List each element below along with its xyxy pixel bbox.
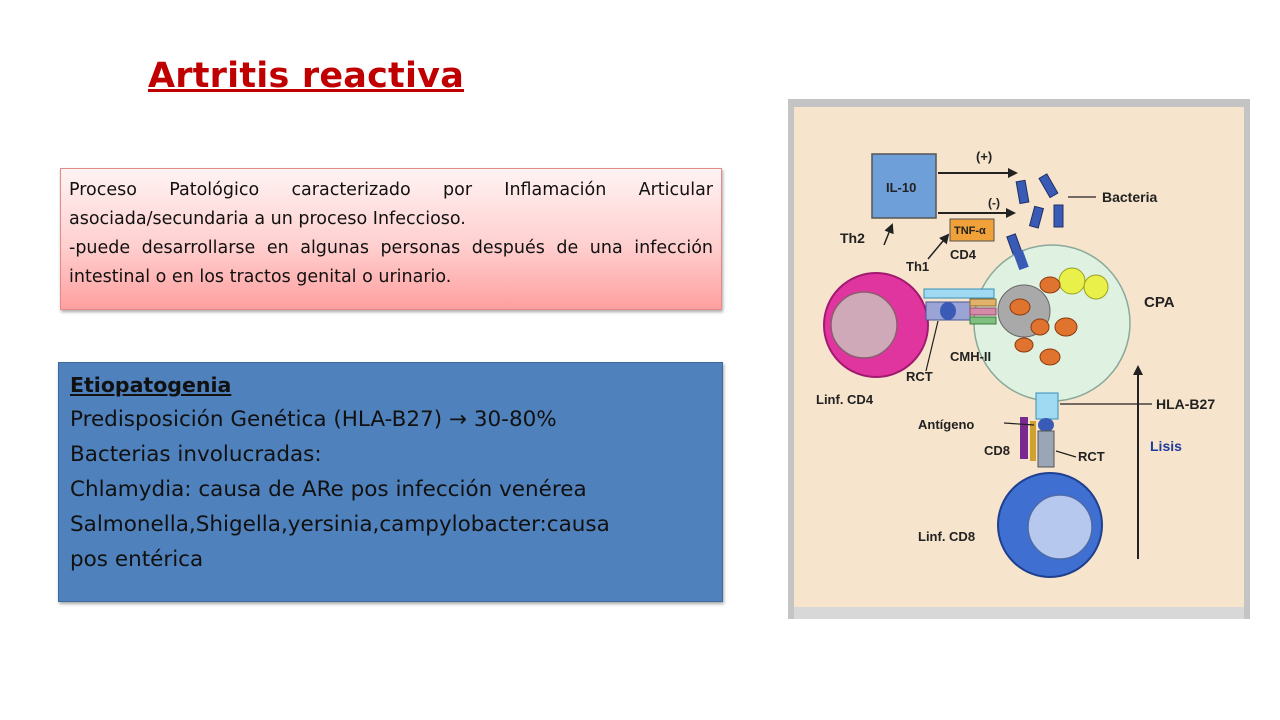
lisis-label: Lisis	[1150, 438, 1182, 454]
linf-cd4-label: Linf. CD4	[816, 392, 874, 407]
enteric-bacteria-line-cont: pos entérica	[70, 547, 204, 572]
diagram-caption-strip	[794, 607, 1244, 619]
hla-b27-label: HLA-B27	[1156, 396, 1216, 412]
cmh-ii-chain-c	[970, 317, 996, 324]
hla-b27-molecule	[1036, 393, 1058, 419]
phagosome	[1015, 338, 1033, 352]
rct-bottom-label: RCT	[1078, 449, 1105, 464]
phagosome	[1055, 318, 1077, 336]
cd8-coreceptor	[1020, 417, 1028, 459]
cmh-label: CMH-II	[950, 349, 992, 364]
cd8-label: CD8	[984, 443, 1011, 458]
cpa-label: CPA	[1144, 294, 1175, 311]
bacteria-involved-line: Bacterias involucradas:	[70, 442, 322, 467]
plus-label: (+)	[976, 149, 993, 164]
phagosome	[1010, 299, 1030, 315]
rct-top-label: RCT	[906, 369, 933, 384]
rct-cd8-receptor	[1038, 431, 1054, 467]
phagosome	[1040, 277, 1060, 293]
phagosome	[1040, 349, 1060, 365]
etiopathogenesis-heading: Etiopatogenia	[70, 373, 232, 397]
bacterium	[1054, 205, 1063, 227]
antigen-peptide	[940, 302, 956, 320]
minus-label: (-)	[988, 196, 1000, 210]
definition-box	[60, 168, 722, 310]
enteric-bacteria-line: Salmonella,Shigella,yersinia,campylobacter:causa	[70, 512, 610, 537]
cd4-nucleus	[831, 292, 897, 358]
etiopathogenesis-box	[58, 362, 723, 602]
phagosome	[1031, 319, 1049, 335]
cd4-receptor	[924, 289, 994, 298]
chlamydia-line: Chlamydia: causa de ARe pos infección venérea	[70, 477, 587, 502]
immune-mechanism-diagram	[788, 99, 1250, 619]
cmh-ii-chain-b	[970, 308, 996, 315]
genetic-predisposition-line	[70, 402, 712, 437]
tnf-label: TNF-α	[954, 225, 986, 237]
slide-title: Artritis reactiva	[148, 56, 465, 96]
bacteria-label: Bacteria	[1102, 189, 1158, 205]
genetic-predisposition-label: Predisposición Genética (HLA-B27)	[70, 407, 443, 432]
antigeno-label: Antígeno	[918, 417, 975, 432]
cd8-nucleus	[1028, 495, 1092, 559]
linf-cd8-label: Linf. CD8	[918, 529, 976, 544]
right-arrow-icon: →	[448, 407, 467, 432]
genetic-predisposition-value: 30-80%	[473, 407, 557, 432]
cpa-vesicle	[1059, 268, 1085, 294]
cd8-coreceptor-b	[1030, 421, 1036, 461]
cd4-label: CD4	[950, 247, 977, 262]
cd8-antigen-peptide	[1038, 418, 1054, 432]
cpa-cell	[974, 245, 1130, 401]
il10-label: IL-10	[886, 180, 917, 195]
cmh-ii-chain-a	[970, 299, 996, 306]
definition-paragraph-2: -puede desarrollarse en algunas personas después de una infección intestinal o en los tractos genital o urinario.	[69, 238, 713, 287]
th1-label: Th1	[906, 259, 930, 274]
cpa-vesicle	[1084, 275, 1108, 299]
definition-paragraph-1: Proceso Patológico caracterizado por Inflamación Articular asociada/secundaria a un proceso Infeccioso.	[69, 180, 713, 229]
th2-label: Th2	[840, 230, 865, 246]
